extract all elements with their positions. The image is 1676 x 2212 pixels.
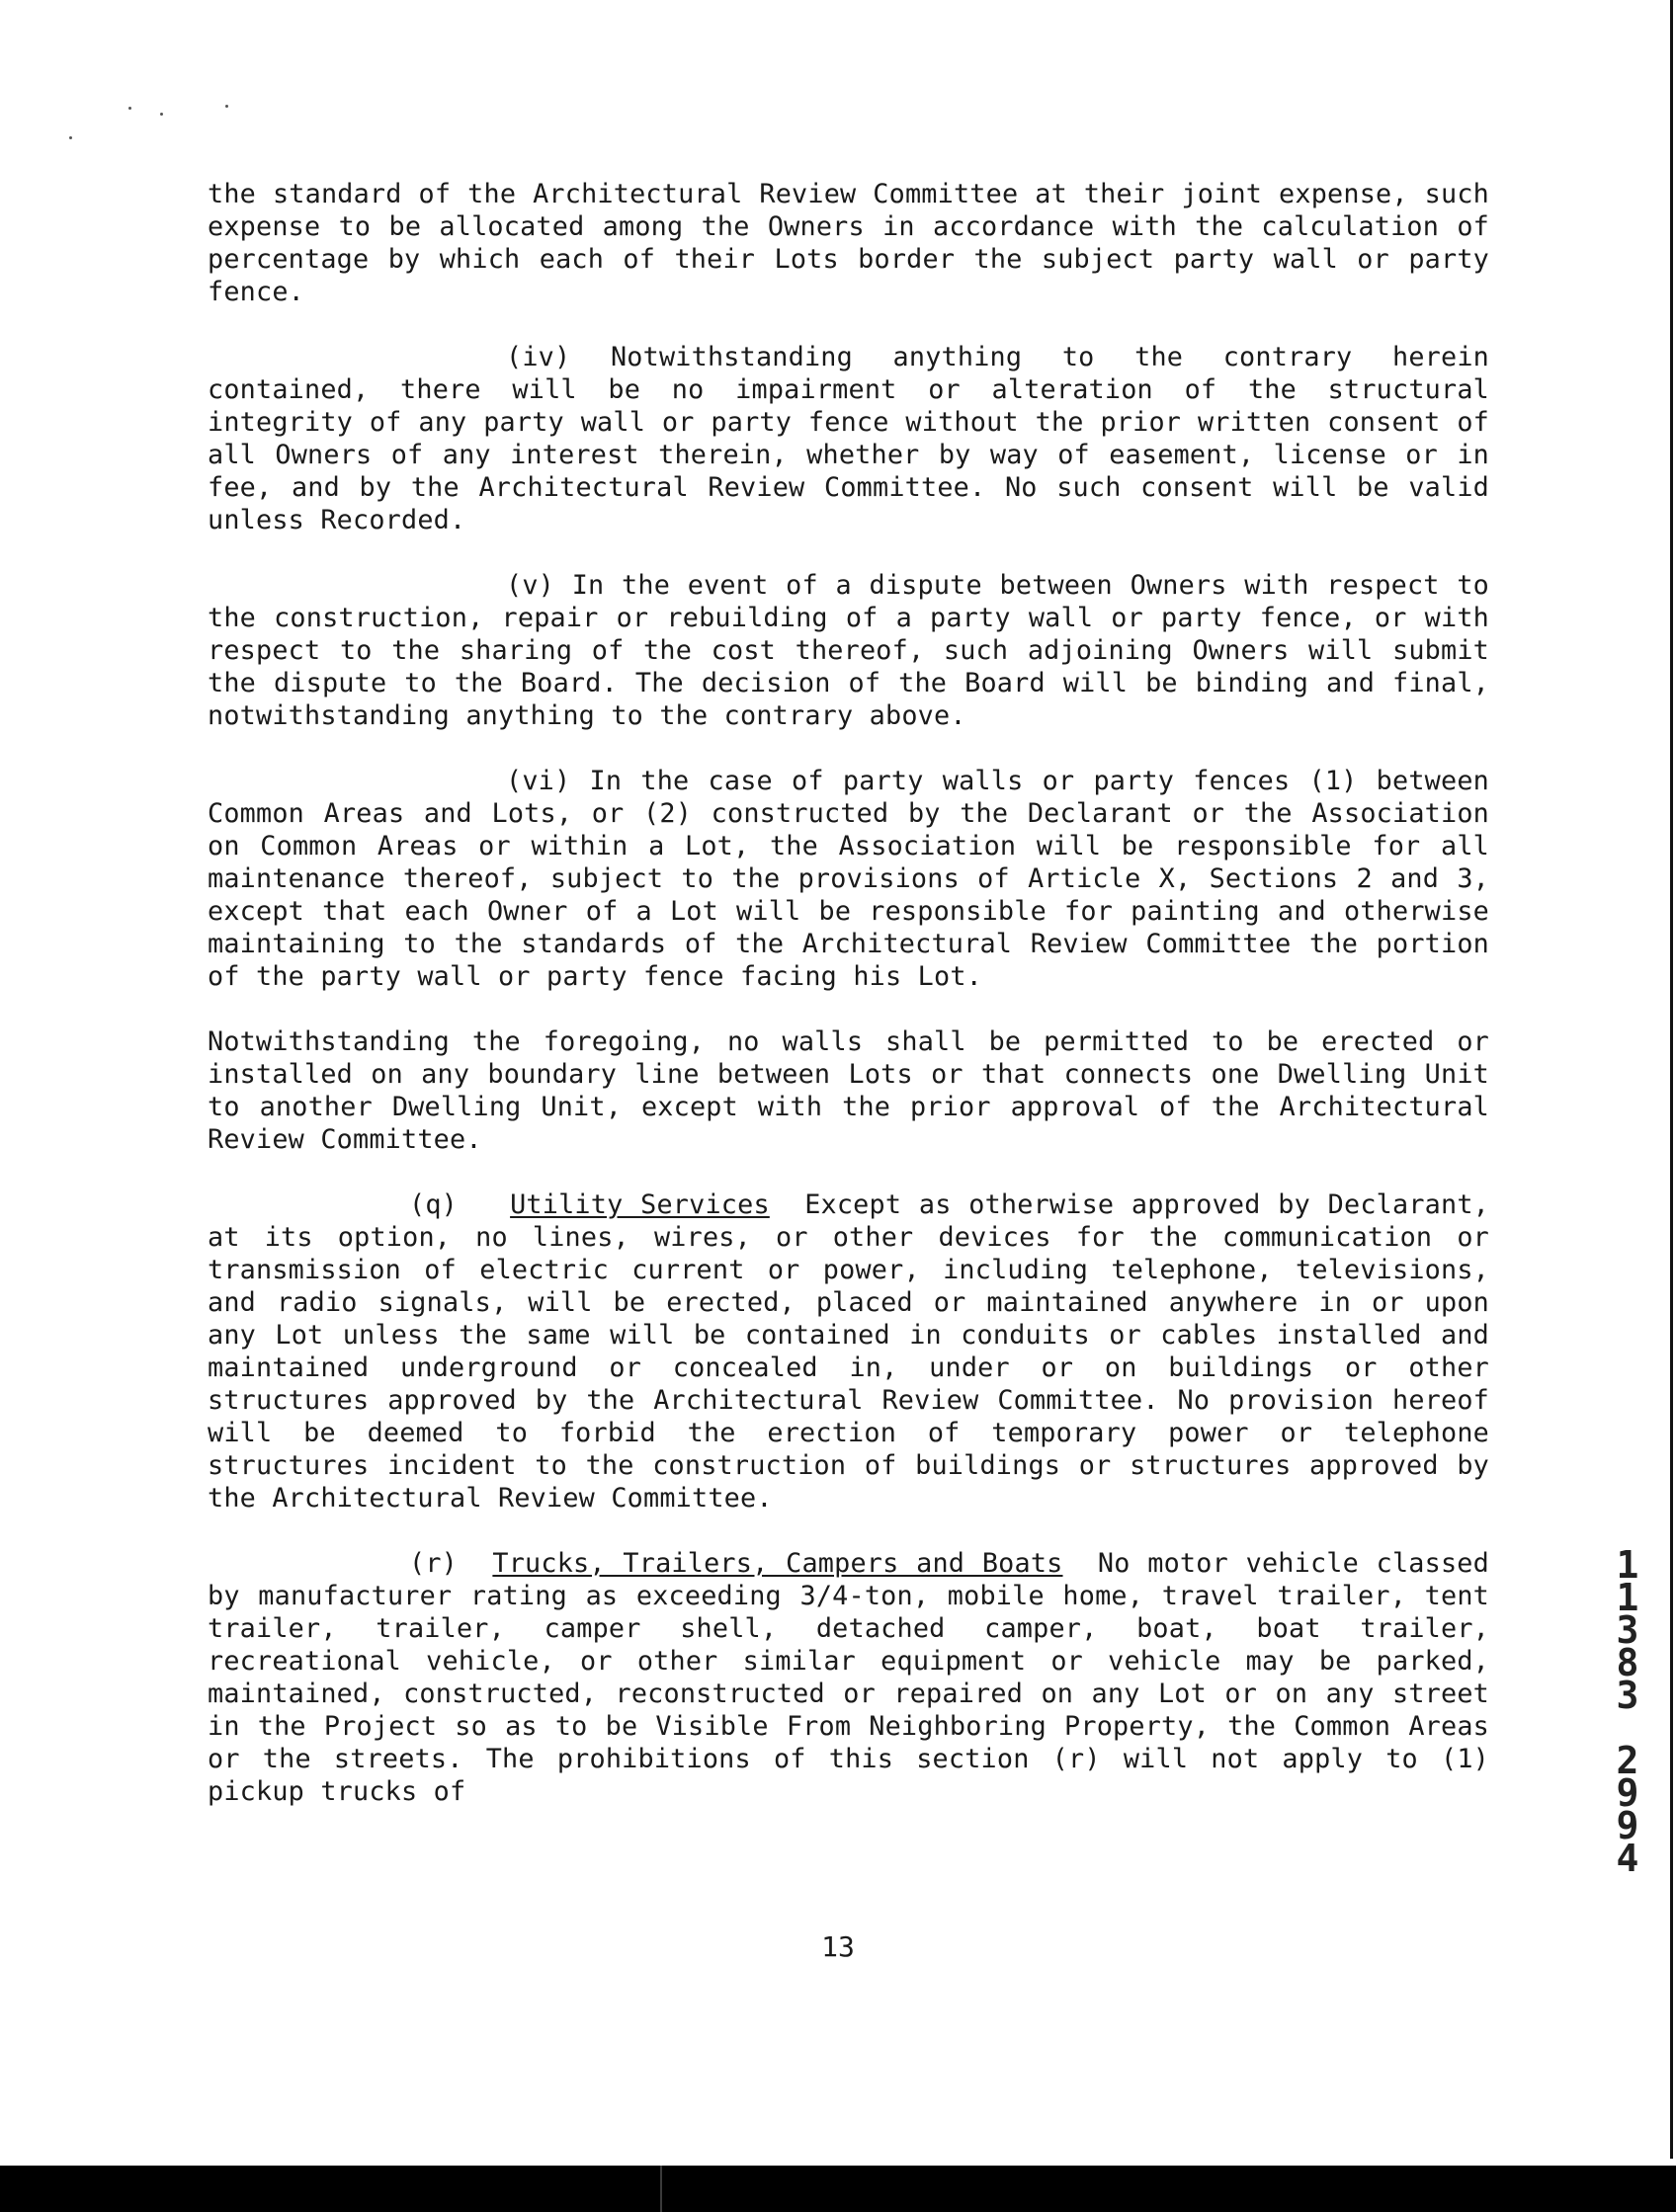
section-q-body: Except as otherwise approved by Declarant, at its option, no lines, wires, or other devices for the communication or transmission of electric current or power, including telephone, televisions, and radio signals, will be erected, placed or maintained anywhere in or upon any Lot unless the same will be contained in conduits or cables installed and maintained underground or concealed in, under or on buildings or other structures approved by the Architectural Review Committee. No provision hereof will be deemed to forbid the erection of temporary power or telephone structures incident to the construction of buildings or structures approved by the Architectural Review Committee. xyxy=(208,1189,1489,1514)
recording-number-stamp xyxy=(1613,1543,1642,1880)
document-body xyxy=(208,178,1489,1841)
section-q-marker: (q) xyxy=(409,1189,458,1220)
recording-digit: 3 xyxy=(1616,1608,1639,1652)
section-r-marker: (r) xyxy=(409,1548,458,1579)
section-r-body: No motor vehicle classed by manufacturer rating as exceeding 3/4-ton, mobile home, travel trailer, tent trailer, trailer, camper shell, detached camper, boat, boat trailer, recreational vehicle, or other similar equipment or vehicle may be parked, maintained, constructed, reconstructed or repaired on any Lot or on any street in the Project so as to be Visible From Neighboring Property, the Common Areas or the streets. The prohibitions of this section (r) will not apply to (1) pickup trucks of xyxy=(208,1548,1489,1807)
recording-digit: 8 xyxy=(1616,1641,1639,1684)
scan-band-divider xyxy=(660,2166,662,2212)
recording-digit: 9 xyxy=(1616,1804,1639,1847)
scan-speck xyxy=(160,113,163,116)
recording-digit: 1 xyxy=(1616,1543,1639,1587)
paragraph-vi: (vi) In the case of party walls or party fences (1) between Common Areas and Lots, or (2) constructed by the Declarant or the Association on Common Areas or within a Lot, the Association will be responsible for all maintenance thereof, subject to the provisions of Article X, Sections 2 and 3, except that each Owner of a Lot will be responsible for painting and otherwise maintaining to the standards of the Architectural Review Committee the portion of the party wall or party fence facing his Lot. xyxy=(208,766,1489,992)
recording-digit: 2 xyxy=(1616,1739,1639,1782)
recording-digit: 9 xyxy=(1616,1771,1639,1815)
section-r xyxy=(208,1547,1489,1808)
section-q-heading: Utility Services xyxy=(510,1189,770,1220)
paragraph-continuation: the standard of the Architectural Review Committee at their joint expense, such expense to be allocated among the Owners in accordance with the calculation of percentage by which each of their Lots border the subject party wall or party fence. xyxy=(208,179,1489,307)
scan-speck xyxy=(225,105,228,108)
recording-digit: 4 xyxy=(1616,1837,1639,1880)
recording-digit: 1 xyxy=(1616,1576,1639,1619)
paragraph-iv: (iv) Notwithstanding anything to the contrary herein contained, there will be no impairment or alteration of the structural integrity of any party wall or party fence without the prior written consent of all Owners of any interest therein, whether by way of easement, license or in fee, and by the Architectural Review Committee. No such consent will be valid unless Recorded. xyxy=(208,342,1489,535)
recording-digit: 3 xyxy=(1616,1674,1639,1717)
section-r-heading: Trucks, Trailers, Campers and Boats xyxy=(492,1548,1063,1579)
section-q xyxy=(208,1188,1489,1515)
paragraph-v: (v) In the event of a dispute between Owners with respect to the construction, repair or rebuilding of a party wall or party fence, or with respect to the sharing of the cost thereof, such adjoining Owners will submit the dispute to the Board. The decision of the Board will be binding and final, notwithstanding anything to the contrary above. xyxy=(208,570,1489,731)
scan-bottom-band xyxy=(0,2166,1676,2212)
paragraph-notwithstanding: Notwithstanding the foregoing, no walls shall be permitted to be erected or installed on any boundary line between Lots or that connects one Dwelling Unit to another Dwelling Unit, except with the prior approval of the Architectural Review Committee. xyxy=(208,1026,1489,1155)
scan-speck xyxy=(128,107,131,110)
scan-speck xyxy=(69,136,72,139)
page-number: 13 xyxy=(821,1930,855,1963)
